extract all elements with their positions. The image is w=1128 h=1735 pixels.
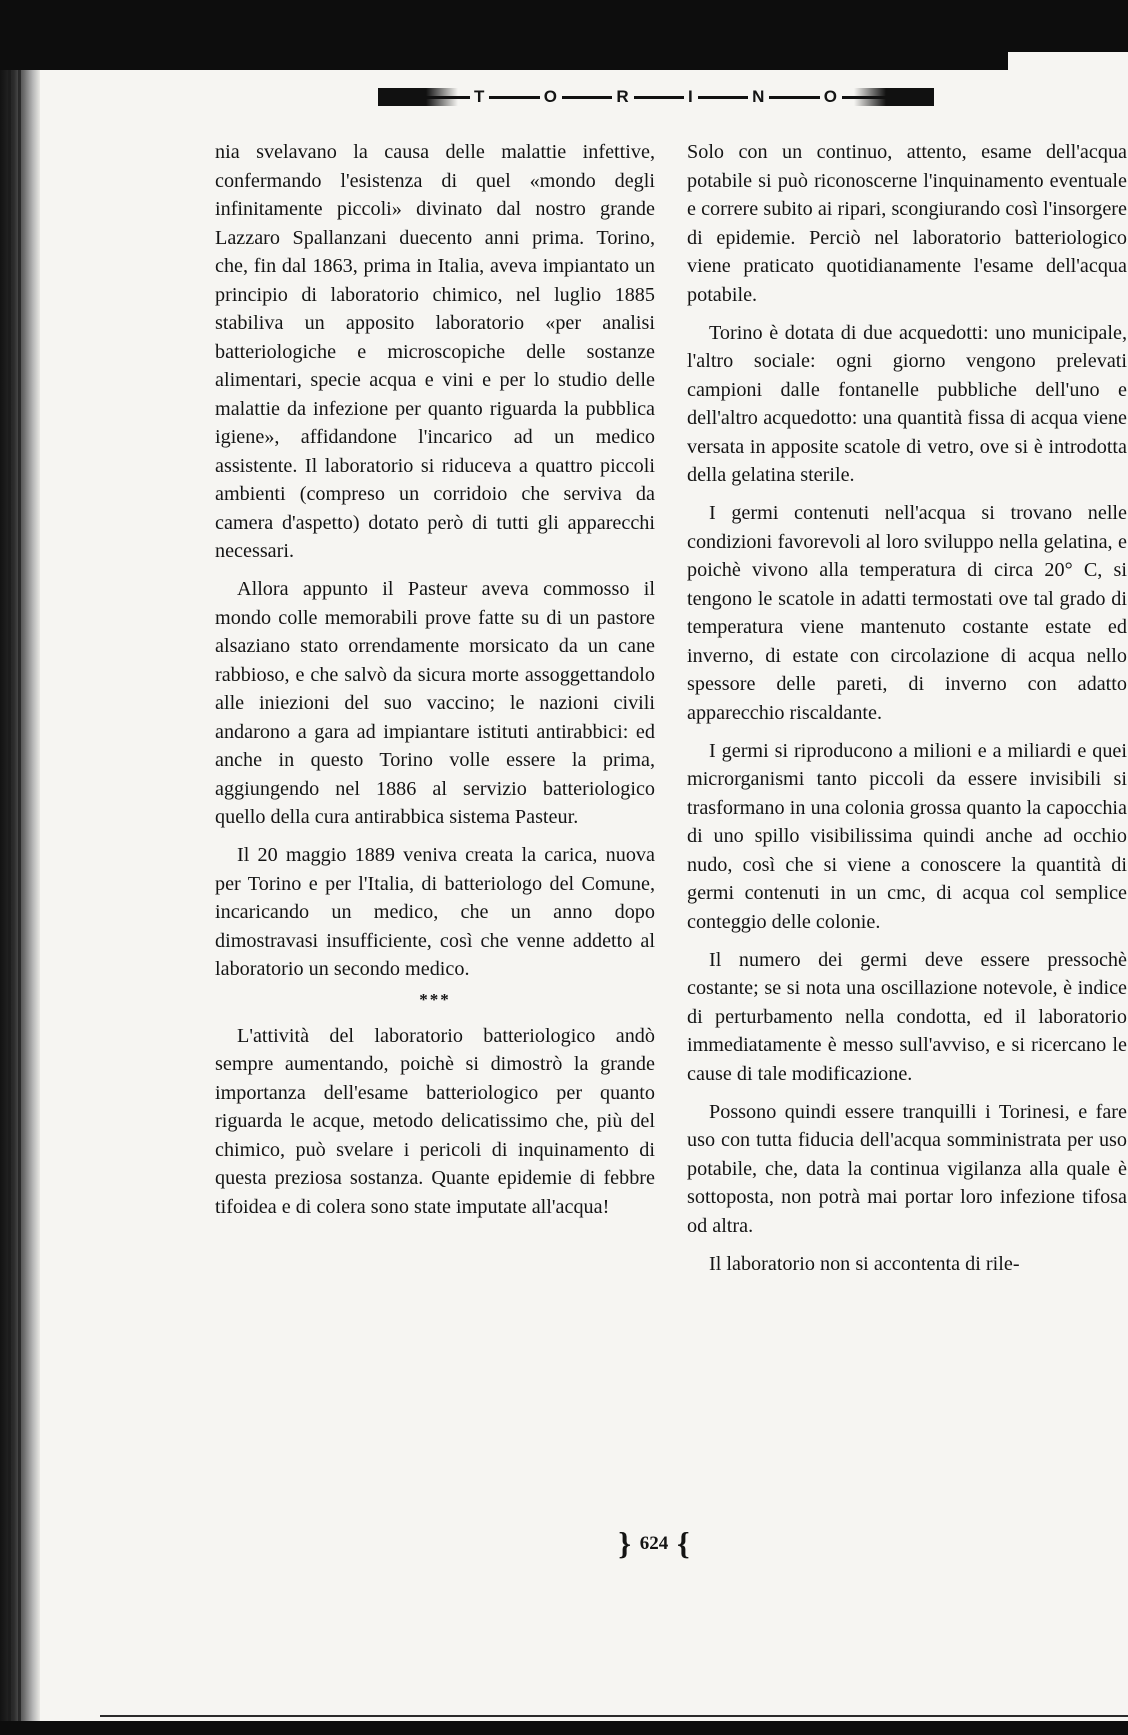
paragraph: L'attività del laboratorio batteriologico andò sempre aumentando, poichè si dimostrò la grande importanza dell'esame batteriologico per quanto riguarda le acque, metodo delicatissimo che, più del chimico, può svelare i pericoli di inquinamento di questa preziosa sostanza. Quante epidemie di febbre tifoidea e di colera sono state imputate all'acqua! [215,1024,655,1218]
paragraph: nia svelavano la causa delle malattie infettive, confermando l'esistenza di quel «mondo degli infinitamente piccoli» divinato dal nostro grande Lazzaro Spallanzani duecento anni prima. Torino, che, fin dal 1863, prima in Italia, aveva impiantato un principio di laboratorio chimico, nel luglio 1885 stabiliva un apposito laboratorio «per analisi batteriologiche e microscopiche delle sostanze alimentari, specie acqua e vini e per lo studio delle malattie da infezione per quanto riguarda la pubblica igiene», affidandone l'incarico ad un medico assistente. Il laboratorio si riduceva a quattro piccoli ambienti (compreso un corridoio che serviva da camera d'aspetto) dotato però di tutti gli apparecchi necessari. [215,141,655,562]
header-letter: T [470,86,489,108]
paragraph: Allora appunto il Pasteur aveva commosso il mondo colle memorabili prove fatte su di un pastore alsaziano stato orrendamente morsicato da un cane rabbioso, e che salvò da sicura morte assoggettandolo alle iniezioni del suo vaccino; le nazioni civili andarono a gara ad impiantare istituti antirabbici: ed anche in questo Torino volle essere la prima, aggiungendo nel 1886 al servizio batteriologico quello della cura antirabbica sistema Pasteur. [215,578,655,828]
paragraph: I germi si riproducono a milioni e a miliardi e quei microrganismi tanto piccoli da essere invisibili si trasformano in una colonia grossa quanto la capocchia di uno spillo visibilissima quindi anche ad occhio nudo, così che si viene a conoscere la quantità di germi contenuti in un cmc, di acqua col semplice conteggio delle colonie. [687,739,1127,933]
page-number [594,1525,714,1562]
header-letter: N [748,86,769,108]
scan-left-border [0,70,40,1735]
right-column [687,138,1127,1288]
running-header [378,84,934,110]
left-column [215,138,655,1231]
header-letter: O [820,86,842,108]
page-bracket-left: } [618,1525,631,1561]
paragraph: I germi contenuti nell'acqua si trovano nelle condizioni favorevoli al loro sviluppo nella gelatina, e poichè vivono alla temperatura di circa 20° C, si tengono le scatole in adatti termostati ove tal grado di temperatura viene mantenuto costante estate ed inverno, di estate con circolazione di acqua nello spessore delle pareti, di inverno con adatto apparecchio riscaldante. [687,502,1127,724]
scan-bottom-border [0,1721,1128,1735]
header-ornament-left [378,88,458,106]
paragraph: Possono quindi essere tranquilli i Torinesi, e fare uso con tutta fiducia dell'acqua somministrata per uso potabile, che, data la continua vigilanza alla quale è sottoposta, non potrà mai portar loro infezione tifosa od altra. [687,1100,1127,1237]
paragraph: Il 20 maggio 1889 veniva creata la carica, nuova per Torino e per l'Italia, di batteriologo del Comune, incaricando un medico, che un anno dopo dimostravasi insufficiente, così che venne addetto al laboratorio un secondo medico. [215,844,655,980]
header-letter: O [540,86,562,108]
page-bracket-right: { [677,1525,690,1561]
header-letter: R [612,86,633,108]
paragraph: Torino è dotata di due acquedotti: uno municipale, l'altro sociale: ogni giorno vengono prelevati campioni dalle fontanelle pubbliche dell'uno e dell'altro acquedotto: una quantità fissa di acqua viene versata in apposite scatole di vetro, ove si è introdotta della gelatina sterile. [687,321,1127,486]
paragraph: Solo con un continuo, attento, esame dell'acqua potabile si può riconoscerne l'inquinamento eventuale e correre subito ai ripari, scongiurando così l'insorgere di epidemie. Perciò nel laboratorio batteriologico viene praticato quotidianamente l'esame dell'acqua potabile. [687,141,1127,306]
page-number-value: 624 [639,1532,669,1554]
section-separator: *** [419,989,451,1009]
paragraph: Il laboratorio non si accontenta di rile- [709,1252,1020,1275]
scan-top-border [0,0,1128,70]
paragraph: Il numero dei germi deve essere pressochè costante; se si nota una oscillazione notevole, è indice di perturbamento nella condotta, ed il laboratorio immediatamente è messo sull'avviso, e si ricercano le cause di tale modificazione. [687,948,1127,1085]
header-ornament-right [854,88,934,106]
header-letter: I [684,86,698,108]
